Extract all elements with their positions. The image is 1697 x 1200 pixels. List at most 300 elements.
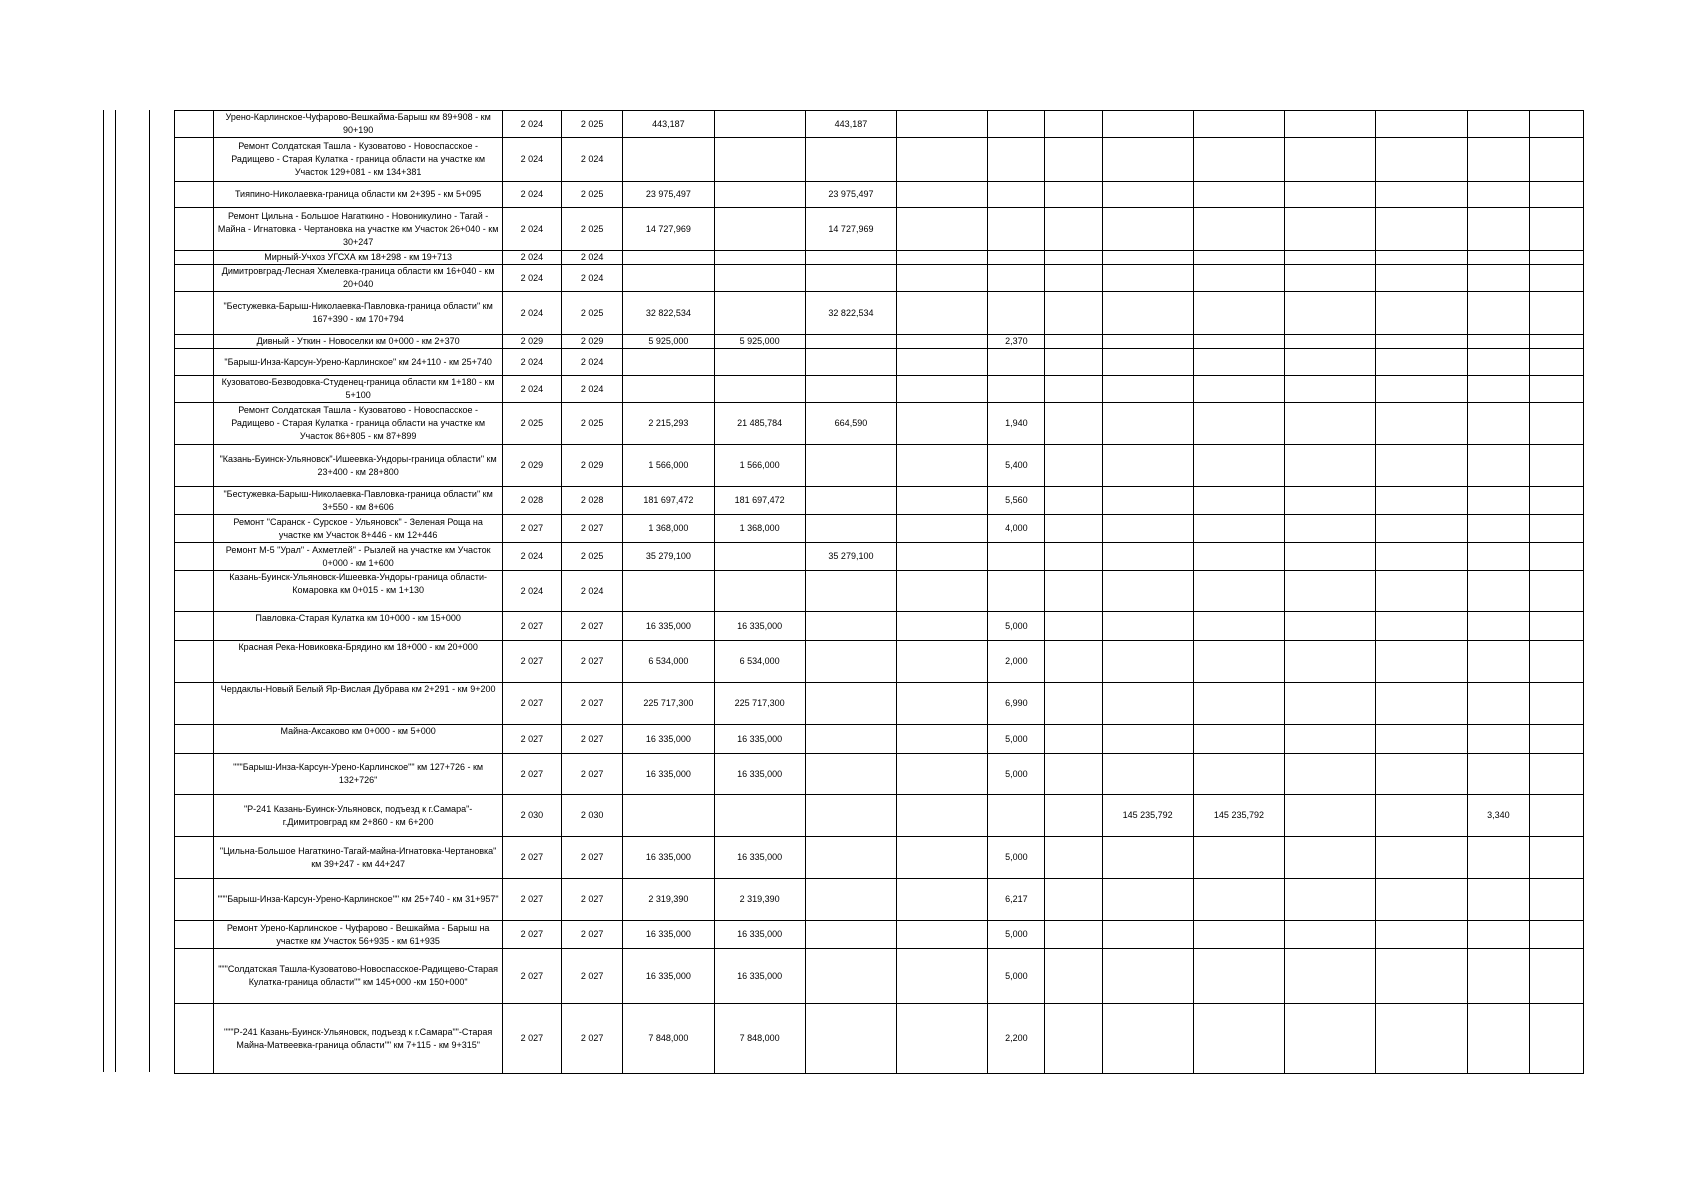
table-row bbox=[175, 349, 1584, 376]
length-2-cell bbox=[1467, 612, 1529, 641]
extra-2-cell bbox=[1529, 335, 1583, 349]
amount-3-cell bbox=[897, 292, 988, 335]
length-2-cell bbox=[1467, 515, 1529, 543]
start-year-cell: 2 027 bbox=[502, 612, 561, 641]
extra-2-cell bbox=[1529, 879, 1583, 921]
road-name-cell: Урено-Карлинское-Чуфарово-Вешкайма-Барыш км 89+908 - км 90+190 bbox=[214, 111, 502, 138]
row-number-cell bbox=[175, 725, 214, 754]
amount-5-cell bbox=[1193, 265, 1284, 292]
length-cell: 2,000 bbox=[988, 641, 1045, 683]
extra-cell bbox=[1045, 612, 1102, 641]
total-amount-cell: 16 335,000 bbox=[623, 754, 714, 795]
total-amount-cell: 35 279,100 bbox=[623, 543, 714, 571]
start-year-cell: 2 027 bbox=[502, 879, 561, 921]
length-2-cell bbox=[1467, 487, 1529, 515]
length-2-cell: 3,340 bbox=[1467, 795, 1529, 837]
amount-2-cell bbox=[805, 754, 896, 795]
amount-3-cell bbox=[897, 182, 988, 208]
road-name-cell: "Бестужевка-Барыш-Николаевка-Павловка-граница области" км 167+390 - км 170+794 bbox=[214, 292, 502, 335]
amount-6-cell bbox=[1285, 879, 1376, 921]
amount-6-cell bbox=[1285, 349, 1376, 376]
extra-2-cell bbox=[1529, 921, 1583, 949]
start-year-cell: 2 029 bbox=[502, 445, 561, 487]
road-name-cell: Димитровград-Лесная Хмелевка-граница области км 16+040 - км 20+040 bbox=[214, 265, 502, 292]
row-number-cell bbox=[175, 292, 214, 335]
amount-1-cell: 7 848,000 bbox=[714, 1004, 805, 1074]
amount-4-cell: 145 235,792 bbox=[1102, 795, 1193, 837]
amount-4-cell bbox=[1102, 725, 1193, 754]
amount-5-cell bbox=[1193, 251, 1284, 265]
length-2-cell bbox=[1467, 921, 1529, 949]
extra-2-cell bbox=[1529, 445, 1583, 487]
amount-5-cell: 145 235,792 bbox=[1193, 795, 1284, 837]
extra-cell bbox=[1045, 445, 1102, 487]
extra-2-cell bbox=[1529, 795, 1583, 837]
amount-3-cell bbox=[897, 265, 988, 292]
length-cell: 6,217 bbox=[988, 879, 1045, 921]
amount-3-cell bbox=[897, 208, 988, 251]
table-row bbox=[175, 138, 1584, 182]
length-cell bbox=[988, 795, 1045, 837]
amount-6-cell bbox=[1285, 795, 1376, 837]
data-table bbox=[174, 110, 1584, 1074]
end-year-cell: 2 027 bbox=[562, 725, 623, 754]
road-name-cell: Кузоватово-Безводовка-Студенец-граница области км 1+180 - км 5+100 bbox=[214, 376, 502, 403]
length-cell: 4,000 bbox=[988, 515, 1045, 543]
amount-5-cell bbox=[1193, 445, 1284, 487]
amount-1-cell: 6 534,000 bbox=[714, 641, 805, 683]
amount-1-cell: 16 335,000 bbox=[714, 837, 805, 879]
length-2-cell bbox=[1467, 879, 1529, 921]
length-cell bbox=[988, 111, 1045, 138]
amount-1-cell bbox=[714, 376, 805, 403]
length-2-cell bbox=[1467, 1004, 1529, 1074]
amount-2-cell bbox=[805, 795, 896, 837]
amount-7-cell bbox=[1376, 879, 1467, 921]
extra-cell bbox=[1045, 795, 1102, 837]
extra-cell bbox=[1045, 543, 1102, 571]
amount-5-cell bbox=[1193, 208, 1284, 251]
amount-2-cell: 35 279,100 bbox=[805, 543, 896, 571]
total-amount-cell: 181 697,472 bbox=[623, 487, 714, 515]
amount-2-cell bbox=[805, 949, 896, 1004]
amount-7-cell bbox=[1376, 725, 1467, 754]
amount-6-cell bbox=[1285, 265, 1376, 292]
amount-6-cell bbox=[1285, 251, 1376, 265]
amount-7-cell bbox=[1376, 251, 1467, 265]
total-amount-cell: 16 335,000 bbox=[623, 725, 714, 754]
row-number-cell bbox=[175, 111, 214, 138]
amount-2-cell bbox=[805, 335, 896, 349]
end-year-cell: 2 027 bbox=[562, 949, 623, 1004]
amount-5-cell bbox=[1193, 612, 1284, 641]
amount-3-cell bbox=[897, 376, 988, 403]
extra-2-cell bbox=[1529, 349, 1583, 376]
amount-6-cell bbox=[1285, 208, 1376, 251]
length-2-cell bbox=[1467, 837, 1529, 879]
amount-7-cell bbox=[1376, 182, 1467, 208]
amount-6-cell bbox=[1285, 376, 1376, 403]
table-row bbox=[175, 1004, 1584, 1074]
row-number-cell bbox=[175, 182, 214, 208]
extra-cell bbox=[1045, 837, 1102, 879]
total-amount-cell: 16 335,000 bbox=[623, 837, 714, 879]
row-number-cell bbox=[175, 515, 214, 543]
amount-4-cell bbox=[1102, 837, 1193, 879]
length-cell bbox=[988, 543, 1045, 571]
end-year-cell: 2 024 bbox=[562, 376, 623, 403]
end-year-cell: 2 024 bbox=[562, 138, 623, 182]
amount-1-cell bbox=[714, 208, 805, 251]
amount-5-cell bbox=[1193, 335, 1284, 349]
start-year-cell: 2 027 bbox=[502, 754, 561, 795]
amount-5-cell bbox=[1193, 403, 1284, 445]
extra-cell bbox=[1045, 403, 1102, 445]
start-year-cell: 2 025 bbox=[502, 403, 561, 445]
length-2-cell bbox=[1467, 403, 1529, 445]
amount-5-cell bbox=[1193, 111, 1284, 138]
amount-4-cell bbox=[1102, 208, 1193, 251]
road-name-cell: Дивный - Уткин - Новоселки км 0+000 - км 2+370 bbox=[214, 335, 502, 349]
start-year-cell: 2 030 bbox=[502, 795, 561, 837]
amount-2-cell bbox=[805, 251, 896, 265]
extra-cell bbox=[1045, 949, 1102, 1004]
table-row bbox=[175, 208, 1584, 251]
amount-5-cell bbox=[1193, 376, 1284, 403]
extra-2-cell bbox=[1529, 292, 1583, 335]
start-year-cell: 2 024 bbox=[502, 265, 561, 292]
amount-1-cell: 5 925,000 bbox=[714, 335, 805, 349]
road-name-cell: "Бестужевка-Барыш-Николаевка-Павловка-граница области" км 3+550 - км 8+606 bbox=[214, 487, 502, 515]
amount-7-cell bbox=[1376, 612, 1467, 641]
amount-6-cell bbox=[1285, 515, 1376, 543]
table-row bbox=[175, 251, 1584, 265]
length-cell: 2,370 bbox=[988, 335, 1045, 349]
total-amount-cell: 2 319,390 bbox=[623, 879, 714, 921]
start-year-cell: 2 027 bbox=[502, 515, 561, 543]
table-row bbox=[175, 879, 1584, 921]
row-number-cell bbox=[175, 445, 214, 487]
amount-7-cell bbox=[1376, 1004, 1467, 1074]
amount-3-cell bbox=[897, 335, 988, 349]
amount-2-cell bbox=[805, 1004, 896, 1074]
extra-2-cell bbox=[1529, 208, 1583, 251]
amount-3-cell bbox=[897, 641, 988, 683]
amount-7-cell bbox=[1376, 543, 1467, 571]
end-year-cell: 2 027 bbox=[562, 837, 623, 879]
end-year-cell: 2 025 bbox=[562, 292, 623, 335]
extra-2-cell bbox=[1529, 683, 1583, 725]
start-year-cell: 2 027 bbox=[502, 683, 561, 725]
start-year-cell: 2 027 bbox=[502, 949, 561, 1004]
table-row bbox=[175, 837, 1584, 879]
amount-6-cell bbox=[1285, 111, 1376, 138]
end-year-cell: 2 024 bbox=[562, 265, 623, 292]
length-2-cell bbox=[1467, 641, 1529, 683]
amount-7-cell bbox=[1376, 754, 1467, 795]
end-year-cell: 2 030 bbox=[562, 795, 623, 837]
end-year-cell: 2 027 bbox=[562, 641, 623, 683]
amount-5-cell bbox=[1193, 138, 1284, 182]
row-number-cell bbox=[175, 349, 214, 376]
extra-cell bbox=[1045, 921, 1102, 949]
amount-3-cell bbox=[897, 754, 988, 795]
end-year-cell: 2 027 bbox=[562, 754, 623, 795]
amount-1-cell: 1 566,000 bbox=[714, 445, 805, 487]
total-amount-cell bbox=[623, 138, 714, 182]
extra-cell bbox=[1045, 182, 1102, 208]
road-name-cell: Майна-Аксаково км 0+000 - км 5+000 bbox=[214, 725, 502, 754]
total-amount-cell: 1 566,000 bbox=[623, 445, 714, 487]
extra-2-cell bbox=[1529, 612, 1583, 641]
length-cell bbox=[988, 376, 1045, 403]
amount-7-cell bbox=[1376, 138, 1467, 182]
road-name-cell: "Цильна-Большое Нагаткино-Тагай-майна-Игнатовка-Чертановка" км 39+247 - км 44+247 bbox=[214, 837, 502, 879]
length-2-cell bbox=[1467, 265, 1529, 292]
amount-6-cell bbox=[1285, 445, 1376, 487]
start-year-cell: 2 024 bbox=[502, 182, 561, 208]
length-cell: 2,200 bbox=[988, 1004, 1045, 1074]
length-2-cell bbox=[1467, 683, 1529, 725]
total-amount-cell: 1 368,000 bbox=[623, 515, 714, 543]
length-2-cell bbox=[1467, 335, 1529, 349]
amount-1-cell bbox=[714, 795, 805, 837]
row-number-cell bbox=[175, 949, 214, 1004]
amount-1-cell: 16 335,000 bbox=[714, 921, 805, 949]
amount-7-cell bbox=[1376, 515, 1467, 543]
end-year-cell: 2 025 bbox=[562, 111, 623, 138]
table-row bbox=[175, 292, 1584, 335]
end-year-cell: 2 028 bbox=[562, 487, 623, 515]
extra-2-cell bbox=[1529, 725, 1583, 754]
length-cell: 5,400 bbox=[988, 445, 1045, 487]
end-year-cell: 2 027 bbox=[562, 515, 623, 543]
amount-7-cell bbox=[1376, 921, 1467, 949]
margin-line-3 bbox=[149, 110, 150, 1072]
extra-cell bbox=[1045, 641, 1102, 683]
table-row bbox=[175, 795, 1584, 837]
amount-3-cell bbox=[897, 111, 988, 138]
extra-cell bbox=[1045, 683, 1102, 725]
extra-cell bbox=[1045, 754, 1102, 795]
total-amount-cell: 23 975,497 bbox=[623, 182, 714, 208]
extra-cell bbox=[1045, 251, 1102, 265]
extra-cell bbox=[1045, 292, 1102, 335]
table-row bbox=[175, 543, 1584, 571]
amount-1-cell bbox=[714, 292, 805, 335]
amount-3-cell bbox=[897, 921, 988, 949]
amount-3-cell bbox=[897, 612, 988, 641]
length-cell bbox=[988, 349, 1045, 376]
amount-4-cell bbox=[1102, 376, 1193, 403]
margin-line-1 bbox=[103, 110, 104, 1072]
table-row bbox=[175, 725, 1584, 754]
amount-3-cell bbox=[897, 543, 988, 571]
total-amount-cell: 14 727,969 bbox=[623, 208, 714, 251]
amount-7-cell bbox=[1376, 487, 1467, 515]
total-amount-cell bbox=[623, 251, 714, 265]
extra-cell bbox=[1045, 335, 1102, 349]
amount-4-cell bbox=[1102, 487, 1193, 515]
amount-4-cell bbox=[1102, 111, 1193, 138]
extra-cell bbox=[1045, 111, 1102, 138]
amount-3-cell bbox=[897, 837, 988, 879]
extra-2-cell bbox=[1529, 837, 1583, 879]
amount-2-cell bbox=[805, 571, 896, 612]
amount-7-cell bbox=[1376, 208, 1467, 251]
extra-cell bbox=[1045, 879, 1102, 921]
row-number-cell bbox=[175, 251, 214, 265]
extra-2-cell bbox=[1529, 265, 1583, 292]
amount-6-cell bbox=[1285, 292, 1376, 335]
table-row bbox=[175, 182, 1584, 208]
amount-6-cell bbox=[1285, 403, 1376, 445]
length-cell: 6,990 bbox=[988, 683, 1045, 725]
amount-6-cell bbox=[1285, 612, 1376, 641]
length-2-cell bbox=[1467, 138, 1529, 182]
length-2-cell bbox=[1467, 543, 1529, 571]
table-row bbox=[175, 949, 1584, 1004]
total-amount-cell: 16 335,000 bbox=[623, 921, 714, 949]
amount-5-cell bbox=[1193, 1004, 1284, 1074]
amount-1-cell: 181 697,472 bbox=[714, 487, 805, 515]
length-2-cell bbox=[1467, 349, 1529, 376]
amount-6-cell bbox=[1285, 949, 1376, 1004]
start-year-cell: 2 024 bbox=[502, 571, 561, 612]
extra-2-cell bbox=[1529, 182, 1583, 208]
amount-2-cell bbox=[805, 265, 896, 292]
amount-4-cell bbox=[1102, 403, 1193, 445]
amount-5-cell bbox=[1193, 487, 1284, 515]
extra-cell bbox=[1045, 515, 1102, 543]
amount-3-cell bbox=[897, 683, 988, 725]
amount-4-cell bbox=[1102, 515, 1193, 543]
extra-2-cell bbox=[1529, 1004, 1583, 1074]
amount-1-cell bbox=[714, 251, 805, 265]
extra-2-cell bbox=[1529, 138, 1583, 182]
extra-2-cell bbox=[1529, 111, 1583, 138]
end-year-cell: 2 027 bbox=[562, 1004, 623, 1074]
start-year-cell: 2 027 bbox=[502, 837, 561, 879]
end-year-cell: 2 024 bbox=[562, 571, 623, 612]
amount-6-cell bbox=[1285, 487, 1376, 515]
road-name-cell: Мирный-Учхоз УГСХА км 18+298 - км 19+713 bbox=[214, 251, 502, 265]
length-2-cell bbox=[1467, 182, 1529, 208]
amount-3-cell bbox=[897, 725, 988, 754]
amount-2-cell bbox=[805, 445, 896, 487]
row-number-cell bbox=[175, 138, 214, 182]
amount-3-cell bbox=[897, 571, 988, 612]
length-cell: 1,940 bbox=[988, 403, 1045, 445]
length-cell bbox=[988, 265, 1045, 292]
amount-4-cell bbox=[1102, 335, 1193, 349]
total-amount-cell: 6 534,000 bbox=[623, 641, 714, 683]
amount-1-cell bbox=[714, 265, 805, 292]
amount-4-cell bbox=[1102, 445, 1193, 487]
total-amount-cell bbox=[623, 376, 714, 403]
amount-1-cell bbox=[714, 349, 805, 376]
length-2-cell bbox=[1467, 376, 1529, 403]
start-year-cell: 2 027 bbox=[502, 1004, 561, 1074]
total-amount-cell bbox=[623, 795, 714, 837]
amount-3-cell bbox=[897, 403, 988, 445]
road-name-cell: "Казань-Буинск-Ульяновск"-Ишеевка-Ундоры-граница области" км 23+400 - км 28+800 bbox=[214, 445, 502, 487]
amount-6-cell bbox=[1285, 571, 1376, 612]
total-amount-cell: 2 215,293 bbox=[623, 403, 714, 445]
road-name-cell: Казань-Буинск-Ульяновск-Ишеевка-Ундоры-граница области-Комаровка км 0+015 - км 1+130 bbox=[214, 571, 502, 612]
length-cell: 5,000 bbox=[988, 921, 1045, 949]
amount-7-cell bbox=[1376, 683, 1467, 725]
amount-2-cell bbox=[805, 612, 896, 641]
amount-5-cell bbox=[1193, 571, 1284, 612]
length-cell bbox=[988, 182, 1045, 208]
row-number-cell bbox=[175, 754, 214, 795]
road-name-cell: Красная Река-Новиковка-Брядино км 18+000 - км 20+000 bbox=[214, 641, 502, 683]
row-number-cell bbox=[175, 403, 214, 445]
extra-2-cell bbox=[1529, 403, 1583, 445]
amount-7-cell bbox=[1376, 949, 1467, 1004]
length-2-cell bbox=[1467, 445, 1529, 487]
amount-5-cell bbox=[1193, 754, 1284, 795]
row-number-cell bbox=[175, 487, 214, 515]
amount-5-cell bbox=[1193, 921, 1284, 949]
start-year-cell: 2 024 bbox=[502, 376, 561, 403]
amount-3-cell bbox=[897, 445, 988, 487]
amount-2-cell bbox=[805, 376, 896, 403]
extra-2-cell bbox=[1529, 571, 1583, 612]
road-name-cell: Чердаклы-Новый Белый Яр-Вислая Дубрава км 2+291 - км 9+200 bbox=[214, 683, 502, 725]
extra-2-cell bbox=[1529, 376, 1583, 403]
row-number-cell bbox=[175, 335, 214, 349]
length-2-cell bbox=[1467, 111, 1529, 138]
length-cell: 5,000 bbox=[988, 949, 1045, 1004]
table-row bbox=[175, 683, 1584, 725]
amount-3-cell bbox=[897, 795, 988, 837]
table-row bbox=[175, 612, 1584, 641]
total-amount-cell bbox=[623, 349, 714, 376]
amount-5-cell bbox=[1193, 837, 1284, 879]
road-name-cell: Ремонт М-5 "Урал" - Ахметлей" - Рызлей на участке км Участок 0+000 - км 1+600 bbox=[214, 543, 502, 571]
amount-2-cell bbox=[805, 349, 896, 376]
amount-4-cell bbox=[1102, 683, 1193, 725]
extra-cell bbox=[1045, 571, 1102, 612]
table-row bbox=[175, 571, 1584, 612]
amount-7-cell bbox=[1376, 571, 1467, 612]
total-amount-cell: 16 335,000 bbox=[623, 949, 714, 1004]
amount-5-cell bbox=[1193, 641, 1284, 683]
table-row bbox=[175, 265, 1584, 292]
row-number-cell bbox=[175, 683, 214, 725]
start-year-cell: 2 027 bbox=[502, 725, 561, 754]
amount-1-cell: 2 319,390 bbox=[714, 879, 805, 921]
amount-4-cell bbox=[1102, 921, 1193, 949]
amount-7-cell bbox=[1376, 795, 1467, 837]
amount-7-cell bbox=[1376, 641, 1467, 683]
length-cell: 5,000 bbox=[988, 612, 1045, 641]
end-year-cell: 2 025 bbox=[562, 182, 623, 208]
amount-5-cell bbox=[1193, 292, 1284, 335]
amount-4-cell bbox=[1102, 349, 1193, 376]
extra-cell bbox=[1045, 1004, 1102, 1074]
amount-2-cell bbox=[805, 487, 896, 515]
extra-2-cell bbox=[1529, 487, 1583, 515]
amount-1-cell bbox=[714, 571, 805, 612]
table-row bbox=[175, 445, 1584, 487]
end-year-cell: 2 025 bbox=[562, 543, 623, 571]
length-cell bbox=[988, 138, 1045, 182]
row-number-cell bbox=[175, 208, 214, 251]
amount-4-cell bbox=[1102, 879, 1193, 921]
